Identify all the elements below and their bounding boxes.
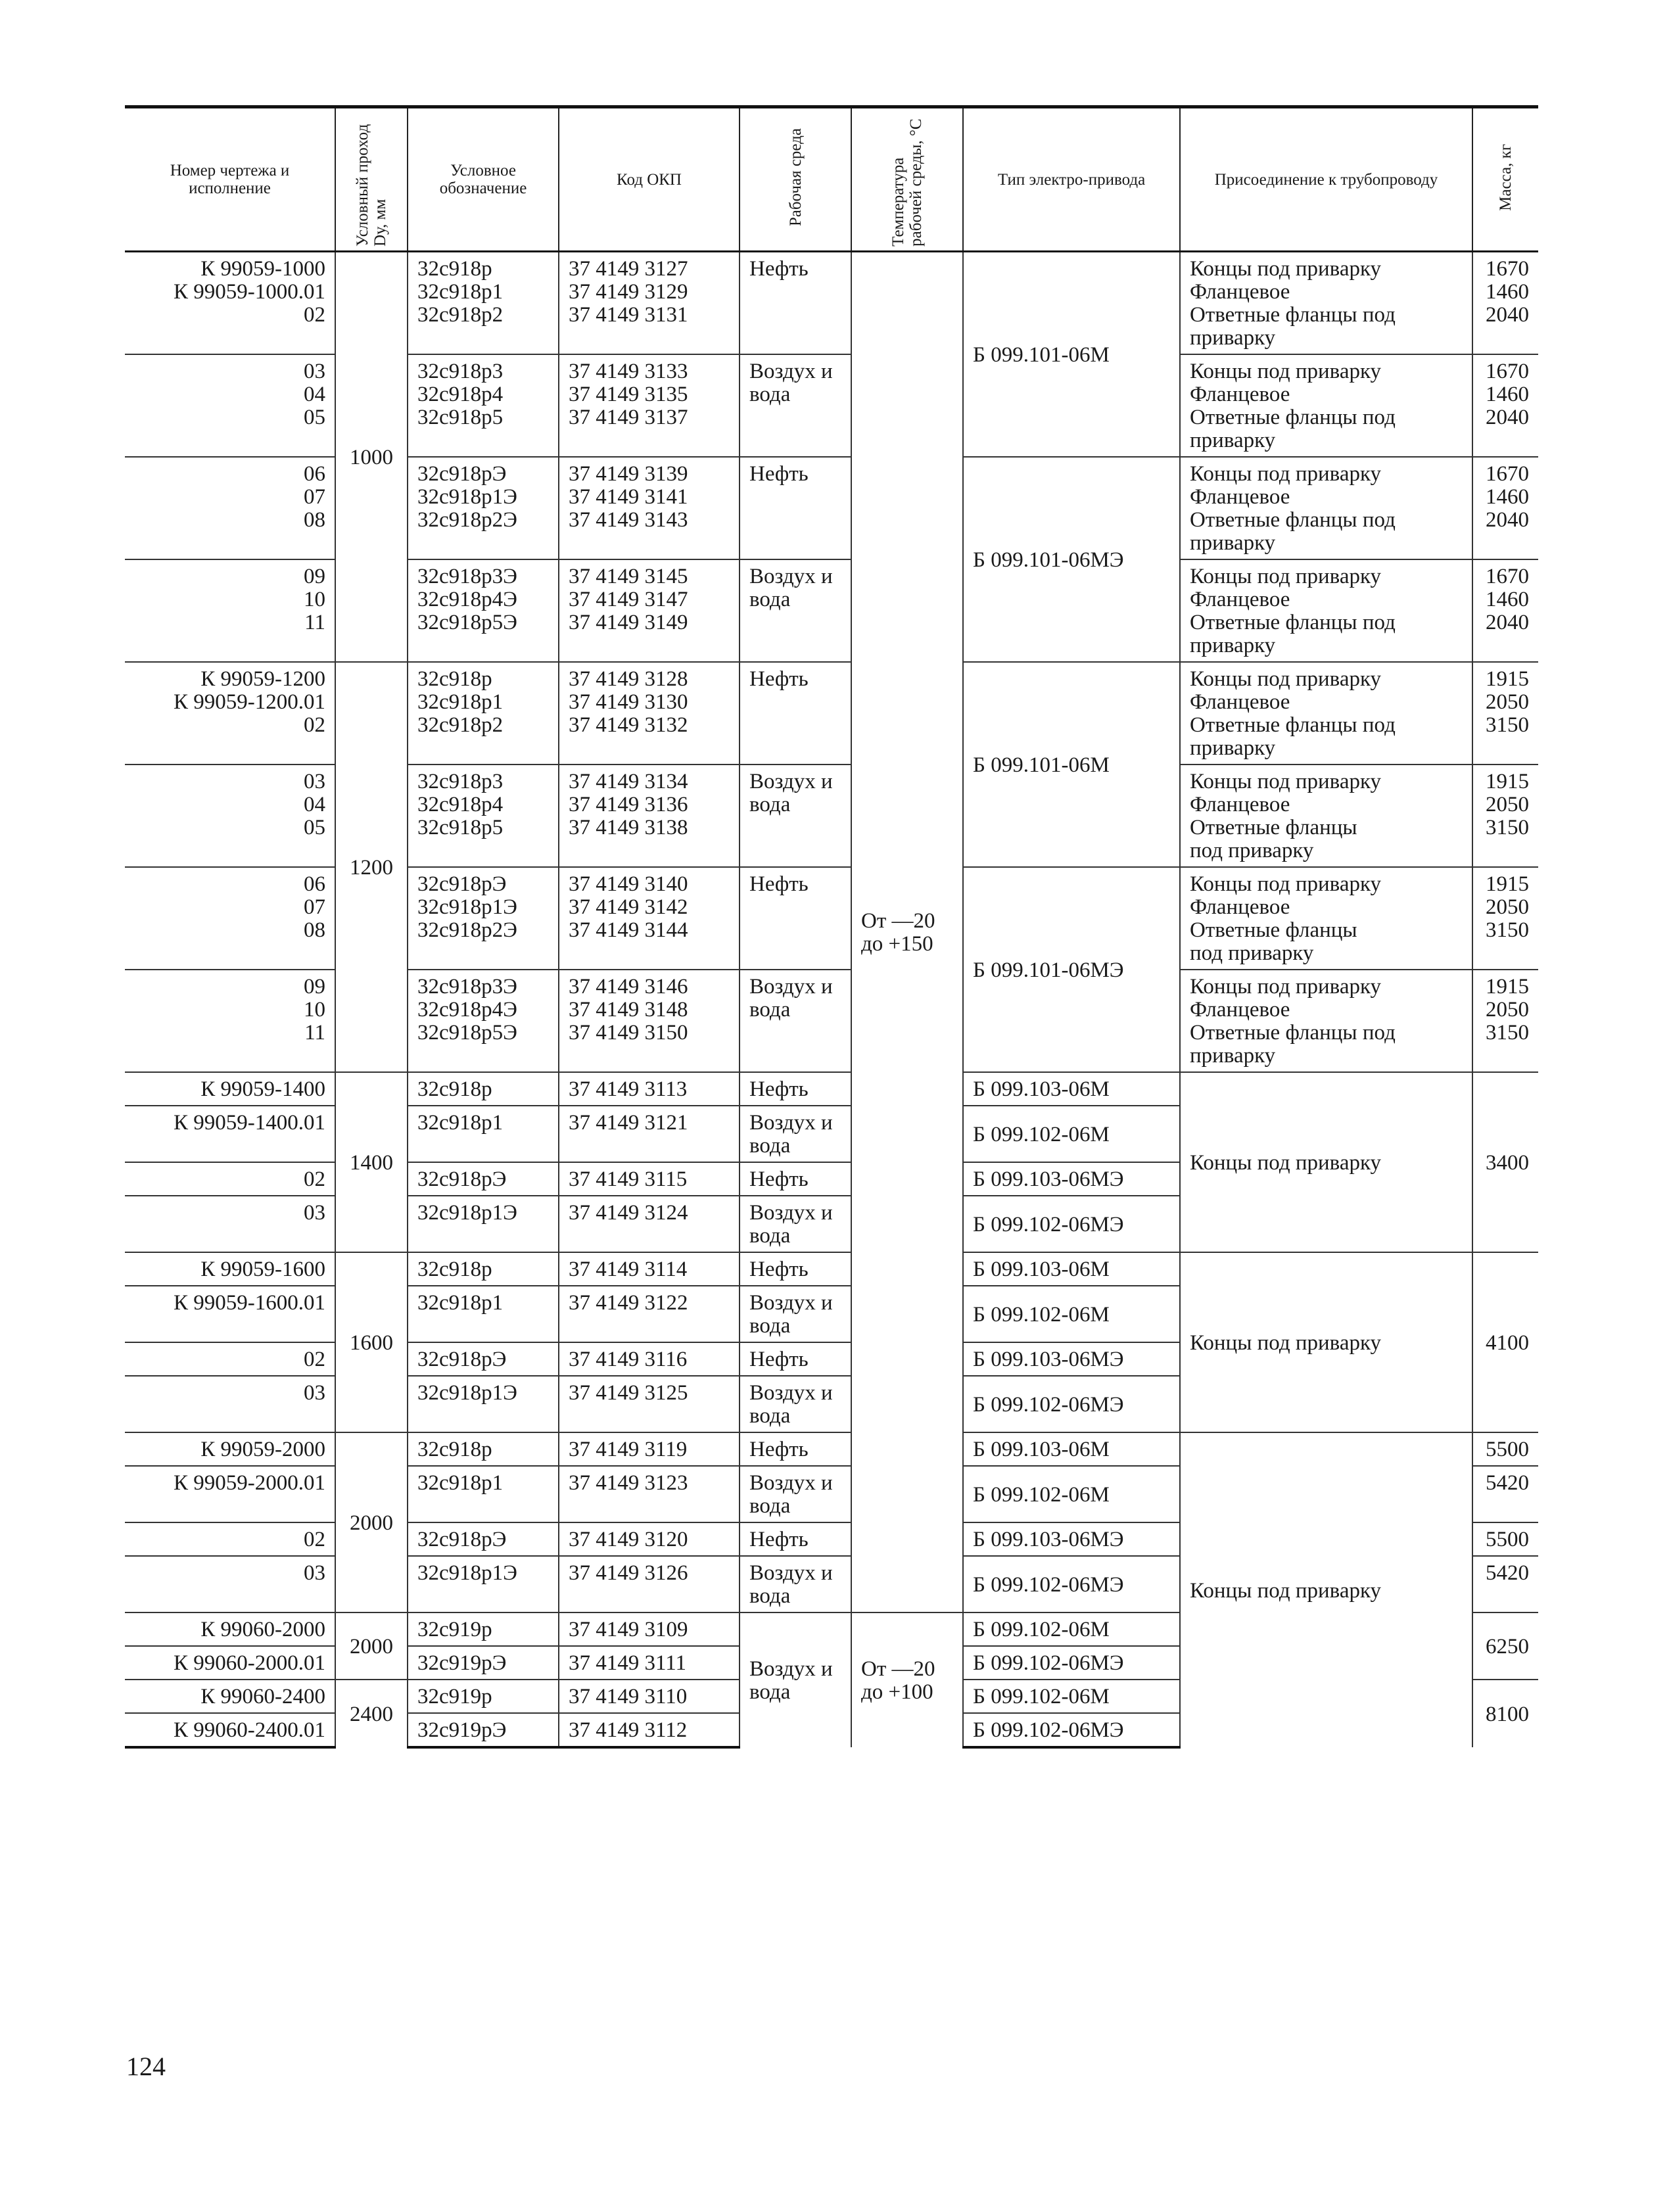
cell-line: 05 (304, 406, 325, 429)
drawing-cell: К 99059-1400.01 (125, 1106, 335, 1162)
designation-cell: 32с918рЭ (408, 1162, 559, 1196)
designation-cell: 32с918р1Э (408, 1196, 559, 1252)
actuator-cell: Б 099.103-06М (963, 1252, 1180, 1286)
connection-cell (1180, 252, 1472, 355)
cell-line: 37 4149 3139 (569, 462, 688, 486)
cell-line: Ответные фланцы под приварку (1190, 406, 1396, 452)
medium-cell (740, 457, 851, 559)
cell-line: 1460 (1486, 485, 1529, 509)
cell-line: 11 (304, 611, 325, 634)
cell-line: 32с918р3Э (417, 975, 517, 999)
cell-line: Ответные фланцы под приварку (1190, 303, 1396, 350)
cell-line: 1915 (1486, 975, 1529, 999)
actuator-cell: Б 099.102-06МЭ (963, 1713, 1180, 1747)
cell-line: 06 (304, 462, 325, 486)
cell-line: 10 (304, 588, 325, 611)
cell-line: 1670 (1486, 462, 1529, 486)
medium-text: Нефть (749, 667, 809, 691)
drawing-cell (125, 559, 335, 662)
cell-line: 37 4149 3145 (569, 565, 688, 588)
valve-spec-table (125, 105, 1538, 1749)
cell-line: Концы под приварку (1190, 565, 1382, 588)
connection-cell: Концы под приварку (1180, 1432, 1472, 1747)
mass-cell (1472, 457, 1538, 559)
designation-cell: 32с918р1 (408, 1466, 559, 1522)
cell-line: 09 (304, 975, 325, 999)
okp-cell: 37 4149 3116 (559, 1342, 740, 1376)
cell-line: Фланцевое (1190, 485, 1290, 509)
mass-cell: 5500 (1472, 1432, 1538, 1466)
mass-cell: 3400 (1472, 1072, 1538, 1252)
drawing-cell: 03 (125, 1556, 335, 1612)
okp-cell (559, 457, 740, 559)
cell-line: 37 4149 3137 (569, 406, 688, 429)
cell-line: Ответные фланцы (1190, 816, 1357, 839)
drawing-cell: К 99059-1600.01 (125, 1286, 335, 1342)
header-temperature: Температура рабочей среды, °С (851, 107, 963, 252)
header-drawing: Номер чертежа и исполнение (170, 162, 290, 197)
medium-cell: Воздух и вода (740, 1612, 851, 1747)
medium-cell (740, 867, 851, 970)
cell-line: 08 (304, 918, 325, 942)
cell-line: Концы под приварку (1190, 257, 1382, 281)
cell-line: 37 4149 3135 (569, 383, 688, 406)
connection-cell: Концы под приварку (1180, 1252, 1472, 1432)
cell-line: под приварку (1190, 839, 1314, 862)
designation-cell (408, 354, 559, 457)
cell-line: 1915 (1486, 872, 1529, 896)
drawing-cell: К 99060-2000 (125, 1612, 335, 1646)
cell-line: Фланцевое (1190, 793, 1290, 816)
header-designation: Условное обозначение (408, 107, 559, 252)
cell-line: 37 4149 3142 (569, 895, 688, 919)
medium-cell: Воздух и вода (740, 1556, 851, 1612)
okp-cell (559, 354, 740, 457)
dn-cell: 1400 (335, 1072, 408, 1252)
cell-line: 07 (304, 485, 325, 509)
actuator-cell: Б 099.101-06М (963, 252, 1180, 458)
designation-cell (408, 867, 559, 970)
cell-line: Ответные фланцы под приварку (1190, 508, 1396, 555)
mass-cell: 6250 (1472, 1612, 1538, 1680)
cell-line: 3150 (1486, 918, 1529, 942)
dn-cell: 2400 (335, 1680, 408, 1747)
cell-line: 07 (304, 895, 325, 919)
designation-cell: 32с918р (408, 1432, 559, 1466)
drawing-cell: К 99059-1600 (125, 1252, 335, 1286)
cell-line: 1670 (1486, 360, 1529, 383)
cell-line: 32с918р3 (417, 360, 504, 383)
drawing-cell: К 99059-2000 (125, 1432, 335, 1466)
mass-cell (1472, 867, 1538, 970)
cell-line: 32с918р3Э (417, 565, 517, 588)
cell-line: 32с918р4Э (417, 588, 517, 611)
cell-line: 32с918р4Э (417, 998, 517, 1022)
okp-cell (559, 252, 740, 355)
dn-cell: 2000 (335, 1612, 408, 1680)
okp-cell: 37 4149 3124 (559, 1196, 740, 1252)
cell-line: 32с918р5Э (417, 1021, 517, 1045)
okp-cell (559, 970, 740, 1072)
medium-cell (740, 354, 851, 457)
header-actuator: Тип электро-привода (963, 107, 1180, 252)
cell-line: 32с918р4 (417, 793, 504, 816)
cell-line: 2040 (1486, 406, 1529, 429)
medium-cell (740, 765, 851, 867)
okp-cell: 37 4149 3121 (559, 1106, 740, 1162)
okp-cell: 37 4149 3115 (559, 1162, 740, 1196)
drawing-cell: К 99059-1400 (125, 1072, 335, 1106)
dn-cell: 2000 (335, 1432, 408, 1612)
cell-line: Концы под приварку (1190, 770, 1382, 793)
okp-cell: 37 4149 3111 (559, 1646, 740, 1680)
actuator-cell: Б 099.102-06М (963, 1612, 1180, 1646)
header-row (125, 107, 1538, 252)
cell-line: 37 4149 3144 (569, 918, 688, 942)
cell-line: 37 4149 3133 (569, 360, 688, 383)
designation-cell (408, 970, 559, 1072)
designation-cell: 32с918р (408, 1072, 559, 1106)
cell-line: К 99059-1200 (200, 667, 325, 691)
cell-line: 2050 (1486, 998, 1529, 1022)
cell-line: Ответные фланцы (1190, 918, 1357, 942)
cell-line: 32с918р2 (417, 713, 504, 737)
cell-line: 37 4149 3134 (569, 770, 688, 793)
actuator-cell: Б 099.101-06М (963, 662, 1180, 867)
cell-line: 37 4149 3140 (569, 872, 688, 896)
drawing-cell: 02 (125, 1522, 335, 1556)
okp-cell (559, 867, 740, 970)
cell-line: 06 (304, 872, 325, 896)
cell-line: 32с918р5 (417, 816, 504, 839)
cell-line: под приварку (1190, 941, 1314, 965)
cell-line: Фланцевое (1190, 895, 1290, 919)
cell-line: 1460 (1486, 383, 1529, 406)
cell-line: 10 (304, 998, 325, 1022)
cell-line: Концы под приварку (1190, 360, 1382, 383)
mass-cell: 5420 (1472, 1556, 1538, 1612)
header-medium: Рабочая среда (740, 107, 851, 252)
okp-cell: 37 4149 3112 (559, 1713, 740, 1747)
cell-line: 32с918рЭ (417, 872, 507, 896)
medium-cell: Воздух и вода (740, 1196, 851, 1252)
actuator-cell: Б 099.103-06МЭ (963, 1342, 1180, 1376)
connection-cell (1180, 867, 1472, 970)
table-body (125, 252, 1538, 1748)
drawing-cell (125, 252, 335, 355)
connection-cell (1180, 970, 1472, 1072)
cell-line: 32с918р2Э (417, 508, 517, 532)
okp-cell (559, 765, 740, 867)
cell-line: 37 4149 3136 (569, 793, 688, 816)
medium-text: Нефть (749, 872, 809, 896)
cell-line: Концы под приварку (1190, 667, 1382, 691)
medium-cell: Нефть (740, 1432, 851, 1466)
medium-cell: Нефть (740, 1342, 851, 1376)
drawing-cell: К 99059-2000.01 (125, 1466, 335, 1522)
cell-line: Концы под приварку (1190, 462, 1382, 486)
valve-spec-table-page (125, 105, 1538, 1749)
actuator-cell: Б 099.102-06М (963, 1680, 1180, 1713)
cell-line: 03 (304, 360, 325, 383)
mass-cell (1472, 662, 1538, 765)
designation-cell: 32с918р1 (408, 1286, 559, 1342)
actuator-cell: Б 099.103-06МЭ (963, 1522, 1180, 1556)
cell-line: 02 (304, 713, 325, 737)
medium-cell: Нефть (740, 1162, 851, 1196)
connection-cell (1180, 765, 1472, 867)
medium-text: Нефть (749, 462, 809, 486)
actuator-cell: Б 099.103-06М (963, 1432, 1180, 1466)
cell-line: 32с918р2 (417, 303, 504, 327)
table-row (125, 1072, 1538, 1106)
drawing-cell: 02 (125, 1162, 335, 1196)
designation-cell (408, 559, 559, 662)
cell-line: К 99059-1000 (200, 257, 325, 281)
drawing-cell: 03 (125, 1196, 335, 1252)
cell-line: 08 (304, 508, 325, 532)
actuator-cell: Б 099.102-06М (963, 1106, 1180, 1162)
cell-line: 32с918р (417, 257, 492, 281)
table-row (125, 252, 1538, 355)
medium-cell (740, 970, 851, 1072)
medium-cell: Воздух и вода (740, 1286, 851, 1342)
medium-cell (740, 559, 851, 662)
cell-line: 1915 (1486, 770, 1529, 793)
drawing-cell (125, 765, 335, 867)
cell-line: 3150 (1486, 1021, 1529, 1045)
connection-cell: Концы под приварку (1180, 1072, 1472, 1252)
okp-cell: 37 4149 3113 (559, 1072, 740, 1106)
cell-line: Концы под приварку (1190, 975, 1382, 999)
cell-line: 1670 (1486, 257, 1529, 281)
actuator-cell: Б 099.101-06МЭ (963, 867, 1180, 1072)
cell-line: 2040 (1486, 303, 1529, 327)
drawing-cell (125, 457, 335, 559)
actuator-cell: Б 099.101-06МЭ (963, 457, 1180, 662)
actuator-cell: Б 099.102-06МЭ (963, 1376, 1180, 1432)
cell-line: 37 4149 3141 (569, 485, 688, 509)
actuator-cell: Б 099.102-06МЭ (963, 1646, 1180, 1680)
cell-line: Ответные фланцы под приварку (1190, 1021, 1396, 1068)
cell-line: 2040 (1486, 611, 1529, 634)
designation-cell: 32с918р1Э (408, 1556, 559, 1612)
cell-line: 37 4149 3150 (569, 1021, 688, 1045)
cell-line: 32с918р1 (417, 280, 504, 304)
medium-cell: Нефть (740, 1252, 851, 1286)
cell-line: 1670 (1486, 565, 1529, 588)
cell-line: 3150 (1486, 816, 1529, 839)
drawing-cell: К 99060-2000.01 (125, 1646, 335, 1680)
drawing-cell: 03 (125, 1376, 335, 1432)
header-dn: Условный проход Dу, мм (335, 107, 408, 252)
designation-cell: 32с919рЭ (408, 1713, 559, 1747)
dn-cell: 1200 (335, 662, 408, 1072)
designation-cell: 32с918рЭ (408, 1342, 559, 1376)
designation-cell (408, 662, 559, 765)
cell-line: 11 (304, 1021, 325, 1045)
mass-cell (1472, 559, 1538, 662)
okp-cell: 37 4149 3114 (559, 1252, 740, 1286)
cell-line: 32с918р3 (417, 770, 504, 793)
drawing-cell (125, 867, 335, 970)
medium-cell: Воздух и вода (740, 1376, 851, 1432)
designation-cell: 32с919р (408, 1612, 559, 1646)
table-row (125, 662, 1538, 765)
okp-cell: 37 4149 3123 (559, 1466, 740, 1522)
medium-cell (740, 252, 851, 355)
cell-line: 37 4149 3132 (569, 713, 688, 737)
okp-cell: 37 4149 3120 (559, 1522, 740, 1556)
actuator-cell: Б 099.102-06М (963, 1466, 1180, 1522)
cell-line: Фланцевое (1190, 998, 1290, 1022)
cell-line: 37 4149 3146 (569, 975, 688, 999)
mass-cell: 4100 (1472, 1252, 1538, 1432)
medium-text: Нефть (749, 257, 809, 281)
okp-cell: 37 4149 3119 (559, 1432, 740, 1466)
cell-line: 32с918р2Э (417, 918, 517, 942)
cell-line: 32с918р1 (417, 690, 504, 714)
medium-cell: Воздух и вода (740, 1466, 851, 1522)
cell-line: К 99059-1200.01 (174, 690, 325, 714)
temperature-cell: От —20 до +150 (851, 252, 963, 1613)
mass-cell: 5420 (1472, 1466, 1538, 1522)
connection-cell (1180, 662, 1472, 765)
okp-cell (559, 559, 740, 662)
cell-line: 37 4149 3127 (569, 257, 688, 281)
designation-cell (408, 252, 559, 355)
header-okp: Код ОКП (559, 107, 740, 252)
cell-line: 2040 (1486, 508, 1529, 532)
designation-cell (408, 457, 559, 559)
okp-cell: 37 4149 3125 (559, 1376, 740, 1432)
medium-text: Воздух и вода (749, 975, 833, 1022)
actuator-cell: Б 099.102-06МЭ (963, 1556, 1180, 1612)
header-mass: Масса, кг (1472, 107, 1538, 252)
drawing-cell (125, 662, 335, 765)
cell-line: 37 4149 3143 (569, 508, 688, 532)
drawing-cell: 02 (125, 1342, 335, 1376)
drawing-cell: К 99060-2400.01 (125, 1713, 335, 1747)
designation-cell (408, 765, 559, 867)
cell-line: 32с918р1Э (417, 895, 517, 919)
table-row (125, 1252, 1538, 1286)
cell-line: 37 4149 3138 (569, 816, 688, 839)
mass-cell: 8100 (1472, 1680, 1538, 1747)
cell-line: 1460 (1486, 588, 1529, 611)
cell-line: 2050 (1486, 895, 1529, 919)
cell-line: Фланцевое (1190, 280, 1290, 304)
cell-line: 37 4149 3131 (569, 303, 688, 327)
connection-cell (1180, 354, 1472, 457)
designation-cell: 32с918рЭ (408, 1522, 559, 1556)
cell-line: 32с918р1Э (417, 485, 517, 509)
cell-line: 2050 (1486, 690, 1529, 714)
cell-line: 04 (304, 793, 325, 816)
connection-cell (1180, 457, 1472, 559)
medium-cell: Нефть (740, 1072, 851, 1106)
cell-line: 37 4149 3149 (569, 611, 688, 634)
medium-cell: Воздух и вода (740, 1106, 851, 1162)
mass-cell (1472, 252, 1538, 355)
actuator-cell: Б 099.103-06МЭ (963, 1162, 1180, 1196)
header-connection: Присоединение к трубопроводу (1180, 107, 1472, 252)
cell-line: 32с918р5 (417, 406, 504, 429)
cell-line: 37 4149 3148 (569, 998, 688, 1022)
cell-line: 1460 (1486, 280, 1529, 304)
medium-cell: Нефть (740, 1522, 851, 1556)
drawing-cell (125, 354, 335, 457)
cell-line: Фланцевое (1190, 588, 1290, 611)
designation-cell: 32с919р (408, 1680, 559, 1713)
cell-line: 2050 (1486, 793, 1529, 816)
cell-line: 09 (304, 565, 325, 588)
cell-line: 03 (304, 770, 325, 793)
cell-line: 32с918рЭ (417, 462, 507, 486)
okp-cell: 37 4149 3110 (559, 1680, 740, 1713)
cell-line: К 99059-1000.01 (174, 280, 325, 304)
mass-cell (1472, 354, 1538, 457)
designation-cell: 32с918р1 (408, 1106, 559, 1162)
okp-cell (559, 662, 740, 765)
cell-line: 32с918р5Э (417, 611, 517, 634)
okp-cell: 37 4149 3109 (559, 1612, 740, 1646)
cell-line: 37 4149 3128 (569, 667, 688, 691)
cell-line: Фланцевое (1190, 383, 1290, 406)
actuator-cell: Б 099.103-06М (963, 1072, 1180, 1106)
drawing-cell: К 99060-2400 (125, 1680, 335, 1713)
dn-cell: 1600 (335, 1252, 408, 1432)
cell-line: 3150 (1486, 713, 1529, 737)
connection-cell (1180, 559, 1472, 662)
medium-text: Воздух и вода (749, 360, 833, 406)
okp-cell: 37 4149 3126 (559, 1556, 740, 1612)
cell-line: 05 (304, 816, 325, 839)
okp-cell: 37 4149 3122 (559, 1286, 740, 1342)
drawing-cell (125, 970, 335, 1072)
cell-line: Концы под приварку (1190, 872, 1382, 896)
cell-line: 37 4149 3130 (569, 690, 688, 714)
actuator-cell: Б 099.102-06МЭ (963, 1196, 1180, 1252)
cell-line: Фланцевое (1190, 690, 1290, 714)
cell-line: Ответные фланцы под приварку (1190, 611, 1396, 657)
cell-line: Ответные фланцы под приварку (1190, 713, 1396, 760)
medium-text: Воздух и вода (749, 770, 833, 816)
mass-cell (1472, 765, 1538, 867)
mass-cell: 5500 (1472, 1522, 1538, 1556)
designation-cell: 32с918р1Э (408, 1376, 559, 1432)
actuator-cell: Б 099.102-06М (963, 1286, 1180, 1342)
dn-cell: 1000 (335, 252, 408, 663)
medium-text: Воздух и вода (749, 565, 833, 611)
cell-line: 32с918р (417, 667, 492, 691)
designation-cell: 32с918р (408, 1252, 559, 1286)
temperature-cell: От —20 до +100 (851, 1612, 963, 1747)
mass-cell (1472, 970, 1538, 1072)
table-row (125, 1432, 1538, 1466)
designation-cell: 32с919рЭ (408, 1646, 559, 1680)
cell-line: 1915 (1486, 667, 1529, 691)
page-number: 124 (126, 2052, 166, 2081)
medium-cell (740, 662, 851, 765)
cell-line: 37 4149 3147 (569, 588, 688, 611)
cell-line: 32с918р4 (417, 383, 504, 406)
cell-line: 04 (304, 383, 325, 406)
cell-line: 02 (304, 303, 325, 327)
cell-line: 37 4149 3129 (569, 280, 688, 304)
